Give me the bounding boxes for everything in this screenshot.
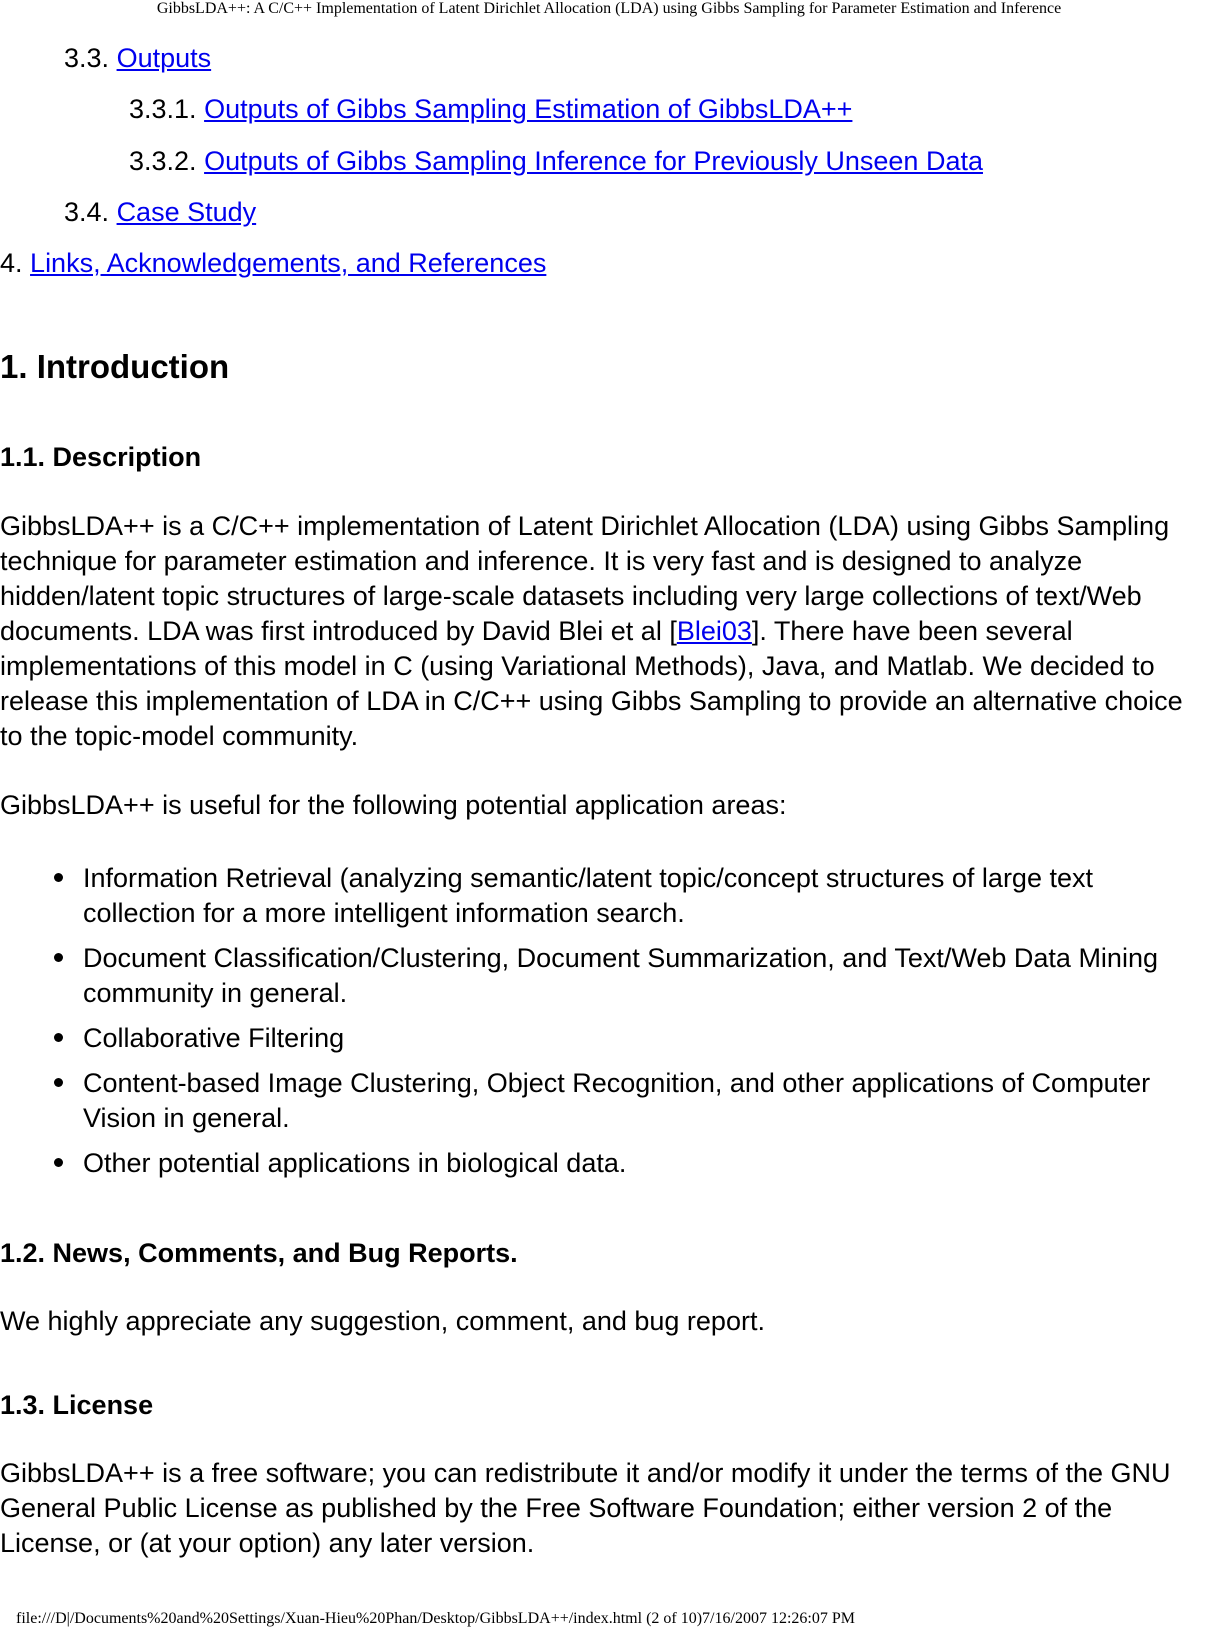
list-item-text: Other potential applications in biological data. [83, 1148, 627, 1178]
description-paragraph [0, 509, 1212, 754]
heading-introduction: 1. Introduction [0, 348, 230, 385]
bullet-icon [54, 1078, 63, 1087]
heading-description: 1.1. Description [0, 442, 202, 472]
toc-link-outputs[interactable]: Outputs [116, 43, 212, 73]
description-text-start: GibbsLDA++ is a C/C++ implementation of Latent Dirichlet Allocation (LDA) using Gibbs Sampling technique for parameter estimation and inference. It is very fast and is designed to analyze hidden/latent topic structures of large-scale datasets including very large collections of text/Web documents. LDA was first introduced by David Blei et al [ [0, 511, 1170, 646]
toc-link-estimation-outputs[interactable]: Outputs of Gibbs Sampling Estimation of GibbsLDA++ [204, 94, 853, 124]
toc-number: 4. [0, 248, 23, 278]
applications-list [0, 861, 1212, 1191]
toc-item-3-4 [64, 196, 256, 228]
heading-license: 1.3. License [0, 1390, 154, 1420]
list-item [0, 1021, 1212, 1056]
list-item-text: Information Retrieval (analyzing semantic/latent topic/concept structures of large text collection for a more intelligent information search. [83, 863, 1093, 928]
list-item [0, 941, 1212, 1011]
toc-link-case-study[interactable]: Case Study [116, 197, 257, 227]
heading-news-comments: 1.2. News, Comments, and Bug Reports. [0, 1238, 518, 1268]
print-header: GibbsLDA++: A C/C++ Implementation of Latent Dirichlet Allocation (LDA) using Gibbs Sampling for Parameter Estimation and Inference [156, 0, 1062, 17]
toc-item-3-3-1 [129, 93, 852, 125]
bullet-icon [54, 1033, 63, 1042]
bullet-icon [54, 1158, 63, 1167]
list-item-text: Document Classification/Clustering, Document Summarization, and Text/Web Data Mining community in general. [83, 943, 1158, 1008]
toc-link-inference-outputs[interactable]: Outputs of Gibbs Sampling Inference for Previously Unseen Data [204, 146, 983, 176]
toc-item-3-3-2 [129, 145, 983, 177]
license-paragraph: GibbsLDA++ is a free software; you can redistribute it and/or modify it under the terms of the GNU General Public License as published by the Free Software Foundation; either version 2 of the License, or (at your option) any later version. [0, 1458, 1171, 1558]
news-paragraph: We highly appreciate any suggestion, comment, and bug report. [0, 1306, 765, 1336]
description-text-end: ]. There have been several implementations of this model in C (using Variational Methods), Java, and Matlab. We decided to release this implementation of LDA in C/C++ using Gibbs Sampling to provide an alternative choice to the topic-model community. [0, 616, 1183, 751]
bullet-icon [54, 953, 63, 962]
list-item [0, 1146, 1212, 1181]
list-item-text: Content-based Image Clustering, Object Recognition, and other applications of Computer Vision in general. [83, 1068, 1151, 1133]
bullet-icon [54, 873, 63, 882]
citation-link-blei03[interactable]: Blei03 [676, 616, 752, 646]
toc-number: 3.3.1. [129, 94, 197, 124]
list-item-text: Collaborative Filtering [83, 1023, 345, 1053]
toc-item-3-3 [64, 42, 211, 74]
list-item [0, 861, 1212, 931]
toc-link-references[interactable]: Links, Acknowledgements, and References [30, 248, 547, 278]
applications-intro: GibbsLDA++ is useful for the following potential application areas: [0, 790, 787, 820]
list-item [0, 1066, 1212, 1136]
print-footer: file:///D|/Documents%20and%20Settings/Xuan-Hieu%20Phan/Desktop/GibbsLDA++/index.html (2 of 10)7/16/2007 12:26:07 PM [16, 1610, 855, 1627]
toc-item-4 [0, 247, 546, 279]
toc-number: 3.3.2. [129, 146, 197, 176]
toc-number: 3.4. [64, 197, 110, 227]
toc-number: 3.3. [64, 43, 110, 73]
